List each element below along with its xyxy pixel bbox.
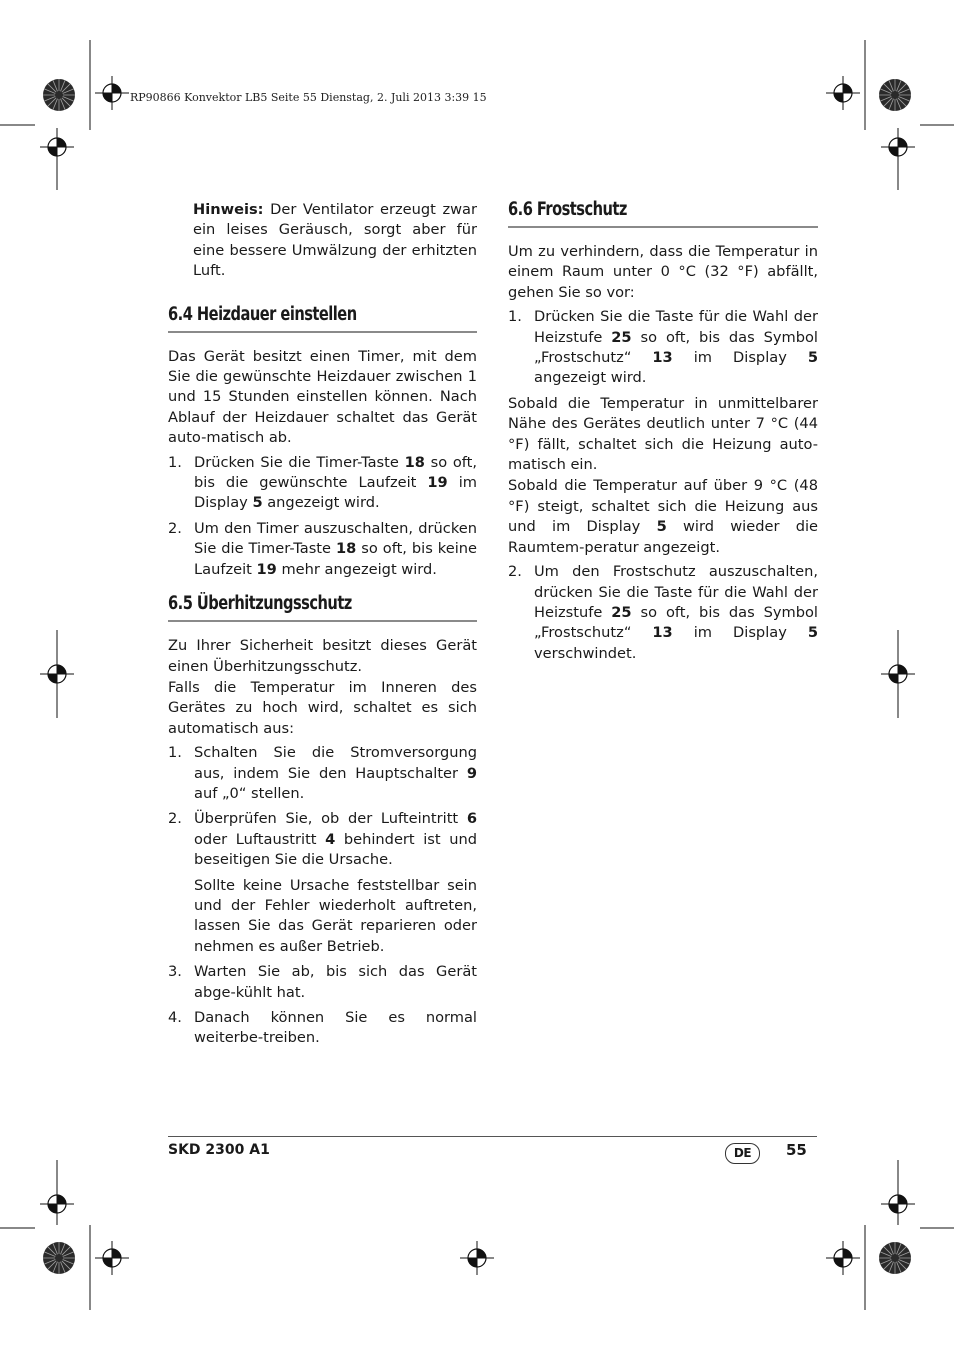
section-title: 6.6 Frostschutz <box>508 199 627 220</box>
text: so oft, bis keine Laufzeit <box>194 540 477 578</box>
list-item <box>508 562 818 664</box>
text: im Display <box>672 349 808 367</box>
text: Drücken Sie die Timer-Taste <box>194 453 405 471</box>
text: Warten Sie ab, bis sich das Gerät abge-kühlt hat. <box>194 963 477 1001</box>
note <box>193 200 477 282</box>
text: im Display <box>194 474 478 512</box>
section-6-5-heading <box>168 592 477 622</box>
text: angezeigt wird. <box>534 369 647 387</box>
reference-number: 13 <box>652 624 673 642</box>
reference-number: 18 <box>404 453 425 471</box>
model-number: SKD 2300 A1 <box>168 1142 270 1158</box>
list-item <box>168 453 477 514</box>
text: Um den Timer auszuschalten, drücken Sie die Timer-Taste <box>194 519 477 558</box>
text: Schalten Sie die Stromversorgung aus, indem Sie den Hauptschalter <box>194 744 477 782</box>
reference-number: 19 <box>256 560 277 578</box>
reference-number: 13 <box>652 349 673 367</box>
section-6-6-p2: Sobald die Temperatur in unmittelbarer Nähe des Gerätes deutlich unter 7 °C (44 °F) fällt, schaltet sich die Heizung auto-matisch ein. <box>508 394 818 474</box>
reference-number: 6 <box>466 810 477 828</box>
reference-number: 5 <box>807 624 819 642</box>
reference-number: 4 <box>325 830 336 848</box>
list-item <box>168 743 477 804</box>
text: so oft, bis das Symbol „Frostschutz“ <box>534 603 818 642</box>
left-column <box>168 200 477 1054</box>
text: angezeigt wird. <box>262 494 380 512</box>
list-item <box>168 809 477 957</box>
text: verschwindet. <box>534 644 637 662</box>
text: so oft, bis das Symbol „Frostschutz“ <box>534 328 818 367</box>
section-title: 6.5 Überhitzungsschutz <box>168 593 352 615</box>
section-6-4-heading <box>168 303 477 333</box>
section-6-6-step-2 <box>508 562 818 664</box>
note-label: Hinweis: <box>193 201 264 218</box>
list-number: 2. <box>168 810 182 828</box>
text: auf „0“ stellen. <box>194 784 305 802</box>
section-6-4-steps <box>168 453 477 580</box>
list-number: 4. <box>168 1009 182 1026</box>
reference-number: 25 <box>611 603 632 621</box>
text: wird wieder die Raumtem-peratur angezeigt. <box>508 518 818 556</box>
text: Überprüfen Sie, ob der Lufteintritt <box>194 810 467 828</box>
list-number: 2. <box>508 563 522 581</box>
list-item <box>508 307 818 389</box>
section-title: 6.4 Heizdauer einstellen <box>168 303 357 325</box>
list-item-note: Sollte keine Ursache feststellbar sein und der Fehler wiederholt auftreten, lassen Sie das Gerät reparieren oder nehmen es außer Betrieb. <box>194 876 477 955</box>
section-6-5-p1: Zu Ihrer Sicherheit besitzt dieses Gerät einen Überhitzungsschutz. <box>168 637 477 675</box>
list-item <box>168 1008 477 1049</box>
right-column <box>508 198 818 669</box>
section-6-6-intro: Um zu verhindern, dass die Temperatur in einem Raum unter 0 °C (32 °F) abfällt, gehen Sie so vor: <box>508 243 818 301</box>
footer-rule <box>168 1136 817 1137</box>
reference-number: 25 <box>611 328 632 346</box>
text: oder Luftaustritt <box>194 830 326 848</box>
list-number: 1. <box>168 453 182 471</box>
section-6-6-p3 <box>508 476 818 558</box>
reference-number: 18 <box>335 540 357 558</box>
reference-number: 5 <box>252 494 263 512</box>
text: Um den Frostschutz auszuschalten, drücken Sie die Taste für die Wahl der Heizstufe <box>534 563 818 621</box>
text: mehr angezeigt wird. <box>276 560 437 578</box>
section-6-5-p2: Falls die Temperatur im Inneren des Gerätes zu hoch wird, schaltet es sich automatisch aus: <box>168 678 477 737</box>
reference-number: 9 <box>466 764 477 782</box>
note-text: Der Ventilator erzeugt zwar ein leises Geräusch, sorgt aber für eine bessere Umwälzung der erhitzten Luft. <box>193 201 477 280</box>
section-6-4-intro: Das Gerät besitzt einen Timer, mit dem Sie die gewünschte Heizdauer zwischen 1 und 15 Stunden einstellen können. Nach Ablauf der Heizdauer schaltet das Gerät auto-matisch ab. <box>168 347 477 447</box>
text: Drücken Sie die Taste für die Wahl der Heizstufe <box>534 308 818 346</box>
text: so oft, bis die gewünschte Laufzeit <box>194 453 477 492</box>
list-number: 3. <box>168 963 182 981</box>
text: im Display <box>672 624 808 642</box>
reference-number: 5 <box>807 349 819 367</box>
language-badge: DE <box>725 1143 760 1164</box>
reference-number: 19 <box>427 474 448 492</box>
text: Danach können Sie es normal weiterbe-treiben. <box>194 1009 477 1047</box>
section-6-6-step-1 <box>508 307 818 389</box>
section-6-6-heading <box>508 198 818 228</box>
text: Sobald die Temperatur auf über 9 °C (48 °F) steigt, schaltet sich die Heizung aus und im Display <box>508 477 818 536</box>
list-number: 2. <box>168 519 182 537</box>
reference-number: 5 <box>656 518 667 536</box>
page-number: 55 <box>786 1141 807 1159</box>
list-number: 1. <box>168 744 182 762</box>
section-6-5-steps <box>168 743 477 1049</box>
print-slug: RP90866 Konvektor LB5 Seite 55 Dienstag, 2. Juli 2013 3:39 15 <box>130 91 487 104</box>
list-item <box>168 962 477 1003</box>
list-item <box>168 519 477 580</box>
text: behindert ist und beseitigen Sie die Ursache. <box>194 830 477 869</box>
list-number: 1. <box>508 308 522 326</box>
